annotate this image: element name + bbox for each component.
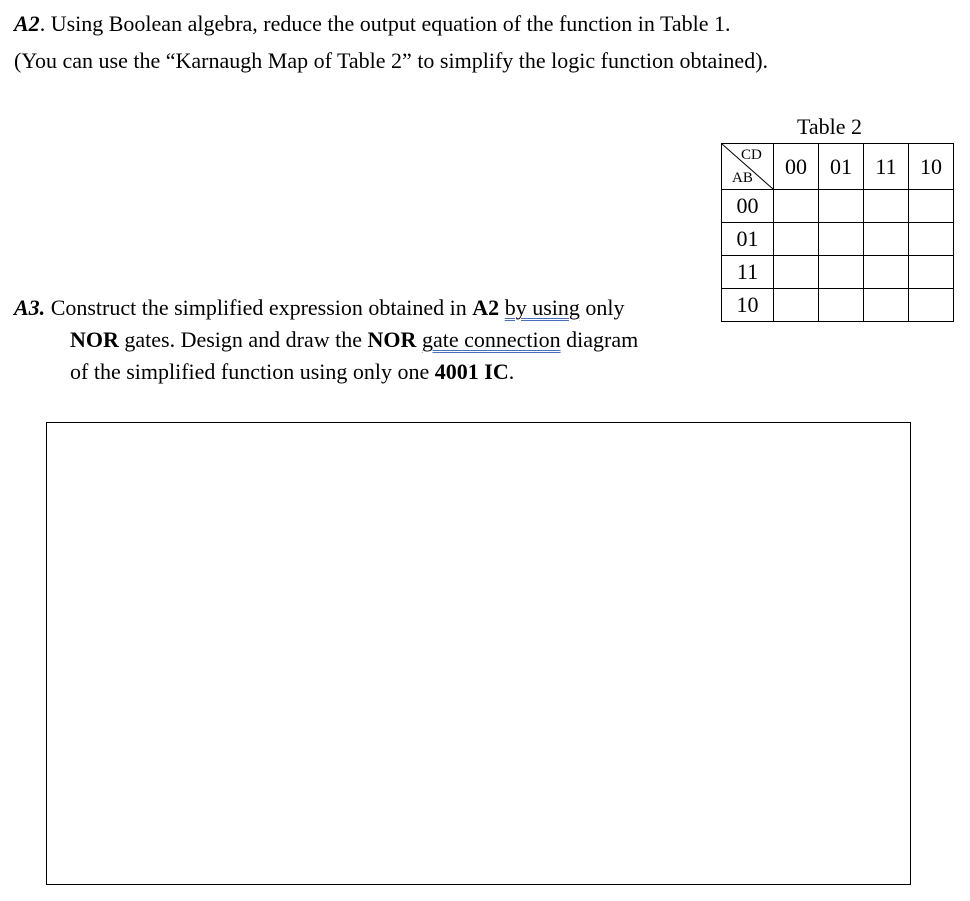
- question-a2-label: A2: [14, 11, 40, 36]
- kmap-cell[interactable]: [864, 223, 909, 256]
- question-a3-flagged-text: by using: [504, 295, 580, 320]
- kmap-cell[interactable]: [774, 256, 819, 289]
- karnaugh-map-table: [721, 143, 954, 322]
- kmap-cell[interactable]: [909, 256, 954, 289]
- kmap-cell[interactable]: [774, 223, 819, 256]
- kmap-row: [722, 223, 954, 256]
- question-a2-text-1: . Using Boolean algebra, reduce the output equation of the function in Table 1.: [39, 11, 731, 36]
- question-a3-line-3: [70, 359, 514, 385]
- kmap-col-header: 00: [774, 144, 819, 190]
- question-a3-line-2: [70, 327, 638, 353]
- kmap-row-header: 10: [722, 289, 774, 322]
- question-a3-line-1: [14, 295, 625, 321]
- question-a3-text: gates. Design and draw the: [118, 327, 368, 352]
- kmap-cell[interactable]: [864, 289, 909, 322]
- question-a3-text: only: [579, 295, 625, 320]
- kmap-cell[interactable]: [819, 223, 864, 256]
- table-2-caption: Table 2: [797, 114, 863, 139]
- answer-drawing-box[interactable]: [46, 422, 911, 885]
- question-a3-nor: NOR: [70, 327, 119, 352]
- kmap-row-header: 11: [722, 256, 774, 289]
- kmap-cell[interactable]: [909, 223, 954, 256]
- kmap-cell[interactable]: [819, 289, 864, 322]
- kmap-cd-label: CD: [741, 147, 762, 163]
- kmap-cell[interactable]: [774, 190, 819, 223]
- question-a3-ref-a2: A2: [472, 295, 500, 320]
- kmap-col-header: 10: [909, 144, 954, 190]
- kmap-cell[interactable]: [864, 256, 909, 289]
- question-a3-period: .: [508, 359, 515, 384]
- kmap-cell[interactable]: [864, 190, 909, 223]
- kmap-cell[interactable]: [774, 289, 819, 322]
- question-a3-label: A3.: [14, 295, 46, 320]
- kmap-row: [722, 190, 954, 223]
- kmap-row-header: 00: [722, 190, 774, 223]
- kmap-cell[interactable]: [909, 190, 954, 223]
- question-a3-text: of the simplified function using only one: [70, 359, 435, 384]
- kmap-ab-label: AB: [732, 170, 753, 186]
- kmap-cell[interactable]: [909, 289, 954, 322]
- question-a2-line-2: (You can use the “Karnaugh Map of Table 2” to simplify the logic function obtained).: [14, 48, 769, 73]
- kmap-row: [722, 289, 954, 322]
- question-a2-line-1: [14, 11, 731, 37]
- kmap-cell[interactable]: [819, 190, 864, 223]
- question-a3-ic-name: 4001 IC: [434, 359, 509, 384]
- kmap-col-header: 01: [819, 144, 864, 190]
- kmap-cell[interactable]: [819, 256, 864, 289]
- question-a3-text: Construct the simplified expression obtained in: [45, 295, 473, 320]
- question-a3-nor: NOR: [367, 327, 417, 352]
- kmap-col-header: 11: [864, 144, 909, 190]
- kmap-corner-cell: [722, 144, 774, 190]
- kmap-row-header: 01: [722, 223, 774, 256]
- question-a3-flagged-text: gate connection: [421, 327, 561, 352]
- question-a3-text: diagram: [560, 327, 639, 352]
- kmap-row: [722, 256, 954, 289]
